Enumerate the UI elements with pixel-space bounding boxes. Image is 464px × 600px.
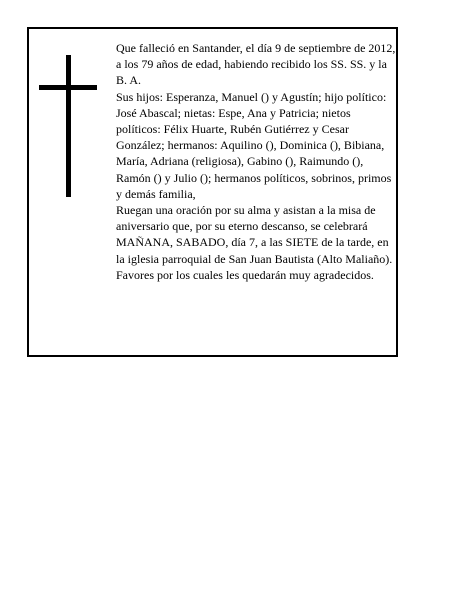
cross-vertical-bar bbox=[66, 55, 71, 197]
notice-text bbox=[116, 40, 396, 283]
cross-horizontal-bar bbox=[39, 85, 97, 90]
notice-paragraph-family: Sus hijos: Esperanza, Manuel () y Agustín; hijo político: José Abascal; nietas: Espe, Ana y Patricia; nietos políticos: Félix Huarte, Rubén Gutiérrez y Cesar González; hermanos: Aquilino (), Dominica (), Bibiana, María, Adriana (religiosa), Gabino (), Raimundo (), Ramón () y Julio (); hermanos políticos, sobrinos, primos y demás familia, bbox=[116, 89, 392, 201]
notice-paragraph-death: Que falleció en Santander, el día 9 de septiembre de 2012, a los 79 años de edad, habiendo recibido los SS. SS. y la B. A. bbox=[116, 41, 396, 88]
cross-icon bbox=[39, 55, 97, 197]
notice-paragraph-mass: Ruegan una oración por su alma y asistan a la misa de aniversario que, por su eterno descanso, se celebrará MAÑANA, SABADO, día 7, a las SIETE de la tarde, en la iglesia parroquial de San Juan Bautista (Alto Maliaño). Favores por los cuales les quedarán muy agradecidos. bbox=[116, 203, 393, 282]
obituary-notice bbox=[27, 27, 398, 357]
